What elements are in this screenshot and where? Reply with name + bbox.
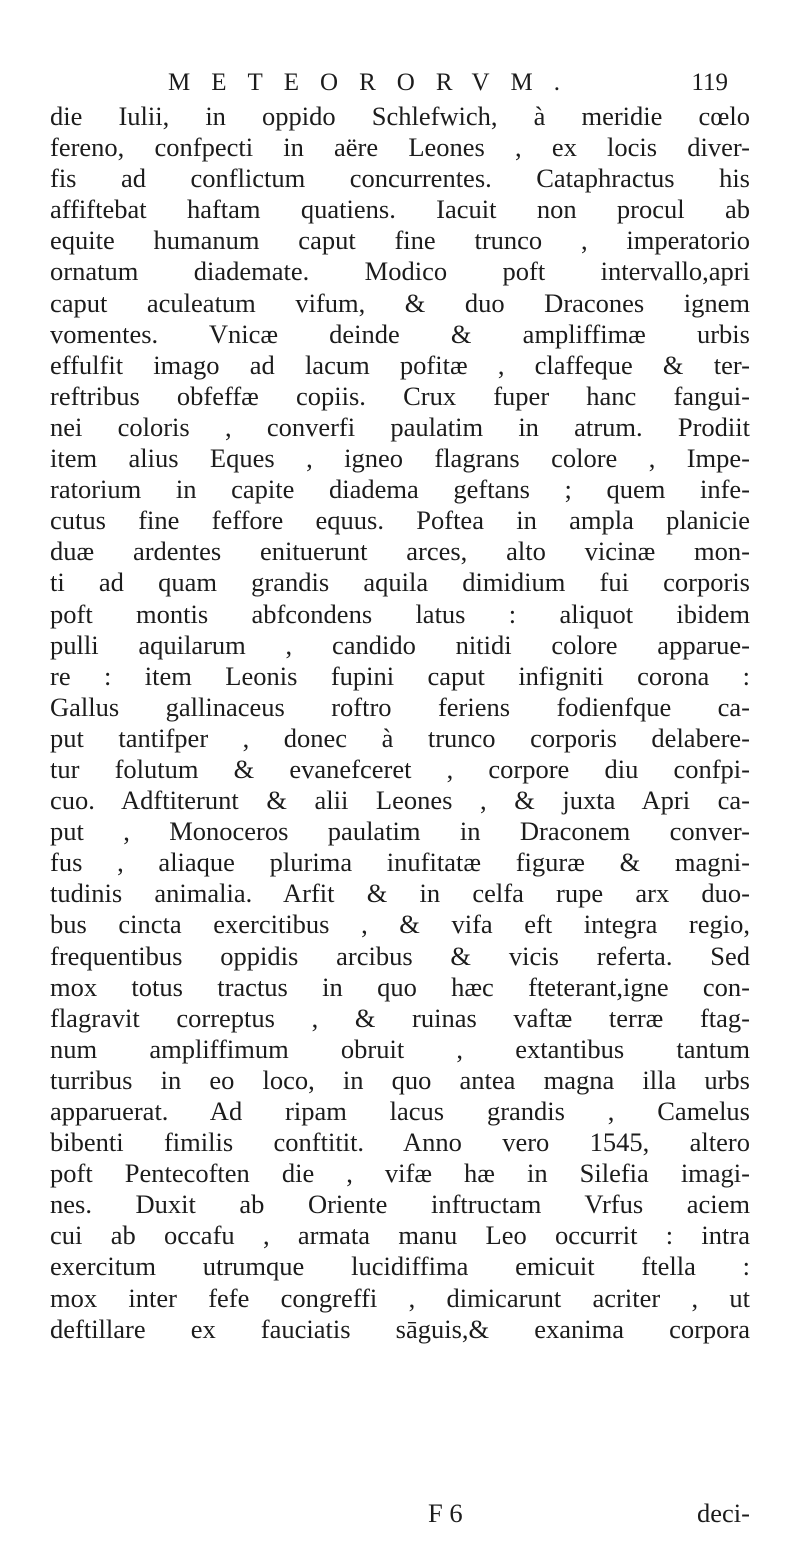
text-line: poft Pentecoften die , vifæ hæ in Silefia imagi- <box>50 1158 750 1189</box>
text-line: num ampliffimum obruit , extantibus tantum <box>50 1033 750 1064</box>
text-line: put , Monoceros paulatim in Draconem conver- <box>50 816 750 847</box>
running-head <box>168 66 728 100</box>
running-title: METEORORVM. <box>168 69 582 96</box>
text-line: reftribus obfeffæ copiis. Crux fuper hanc fangui- <box>50 380 750 411</box>
text-line: ratorium in capite diadema geftans ; quem infe- <box>50 474 750 505</box>
text-line: fis ad conflictum concurrentes. Cataphractus his <box>50 163 750 194</box>
text-line: affiftebat haftam quatiens. Iacuit non procul ab <box>50 194 750 225</box>
catchword: deci- <box>697 1498 750 1528</box>
text-line: pulli aquilarum , candido nitidi colore apparue- <box>50 629 750 660</box>
page-number: 119 <box>691 69 728 96</box>
text-line: caput aculeatum vifum, & duo Dracones ignem <box>50 287 750 318</box>
text-line: bibenti fimilis conftitit. Anno vero 1545, altero <box>50 1127 750 1158</box>
text-line: frequentibus oppidis arcibus & vicis referta. Sed <box>50 940 750 971</box>
text-line: bus cincta exercitibus , & vifa eft integra regio, <box>50 909 750 940</box>
text-line: deftillare ex fauciatis sāguis,& exanima corpora <box>50 1313 750 1344</box>
body-text <box>50 101 750 1345</box>
text-line: flagravit correptus , & ruinas vaftæ terræ ftag- <box>50 1002 750 1033</box>
text-line: effulfit imago ad lacum pofitæ , claffeque & ter- <box>50 349 750 380</box>
text-line: apparuerat. Ad ripam lacus grandis , Camelus <box>50 1096 750 1126</box>
text-line: exercitum utrumque lucidiffima emicuit ftella : <box>50 1251 750 1282</box>
text-line: fereno, confpecti in aëre Leones , ex locis diver- <box>50 132 750 163</box>
text-line: put tantifper , donec à trunco corporis delabere- <box>50 722 750 753</box>
text-line: cutus fine feffore equus. Poftea in ampla planicie <box>50 505 750 536</box>
page-footer <box>50 1497 750 1529</box>
text-line: turribus in eo loco, in quo antea magna illa urbs <box>50 1064 750 1095</box>
text-line: duæ ardentes enituerunt arces, alto vicinæ mon- <box>50 536 750 567</box>
text-line: nes. Duxit ab Oriente inftructam Vrfus aciem <box>50 1189 750 1220</box>
text-line: cuo. Adftiterunt & alii Leones , & juxta Apri ca- <box>50 785 750 816</box>
text-line: tudinis animalia. Arfit & in celfa rupe arx duo- <box>50 878 750 909</box>
text-line: fus , aliaque plurima inufitatæ figuræ & magni- <box>50 847 750 878</box>
text-line: tur folutum & evanefceret , corpore diu confpi- <box>50 753 750 784</box>
text-line: vomentes. Vnicæ deinde & ampliffimæ urbis <box>50 318 750 349</box>
text-line: equite humanum caput fine trunco , imperatorio <box>50 225 750 256</box>
text-line: ornatum diademate. Modico poft intervallo,apri <box>50 256 750 287</box>
text-line: ti ad quam grandis aquila dimidium fui corporis <box>50 567 750 598</box>
text-line: mox inter fefe congreffi , dimicarunt acriter , ut <box>50 1282 750 1313</box>
signature-mark: F 6 <box>428 1498 463 1528</box>
text-line: nei coloris , converfi paulatim in atrum. Prodiit <box>50 411 750 442</box>
text-line: poft montis abfcondens latus : aliquot ibidem <box>50 598 750 629</box>
text-line: item alius Eques , igneo flagrans colore , Impe- <box>50 443 750 474</box>
text-line: cui ab occafu , armata manu Leo occurrit : intra <box>50 1220 750 1251</box>
text-line: die Iulii, in oppido Schlefwich, à meridie cœlo <box>50 101 750 131</box>
text-line: Gallus gallinaceus roftro feriens fodienfque ca- <box>50 691 750 722</box>
text-line: re : item Leonis fupini caput infigniti corona : <box>50 660 750 691</box>
text-line: mox totus tractus in quo hæc fteterant,igne con- <box>50 971 750 1002</box>
